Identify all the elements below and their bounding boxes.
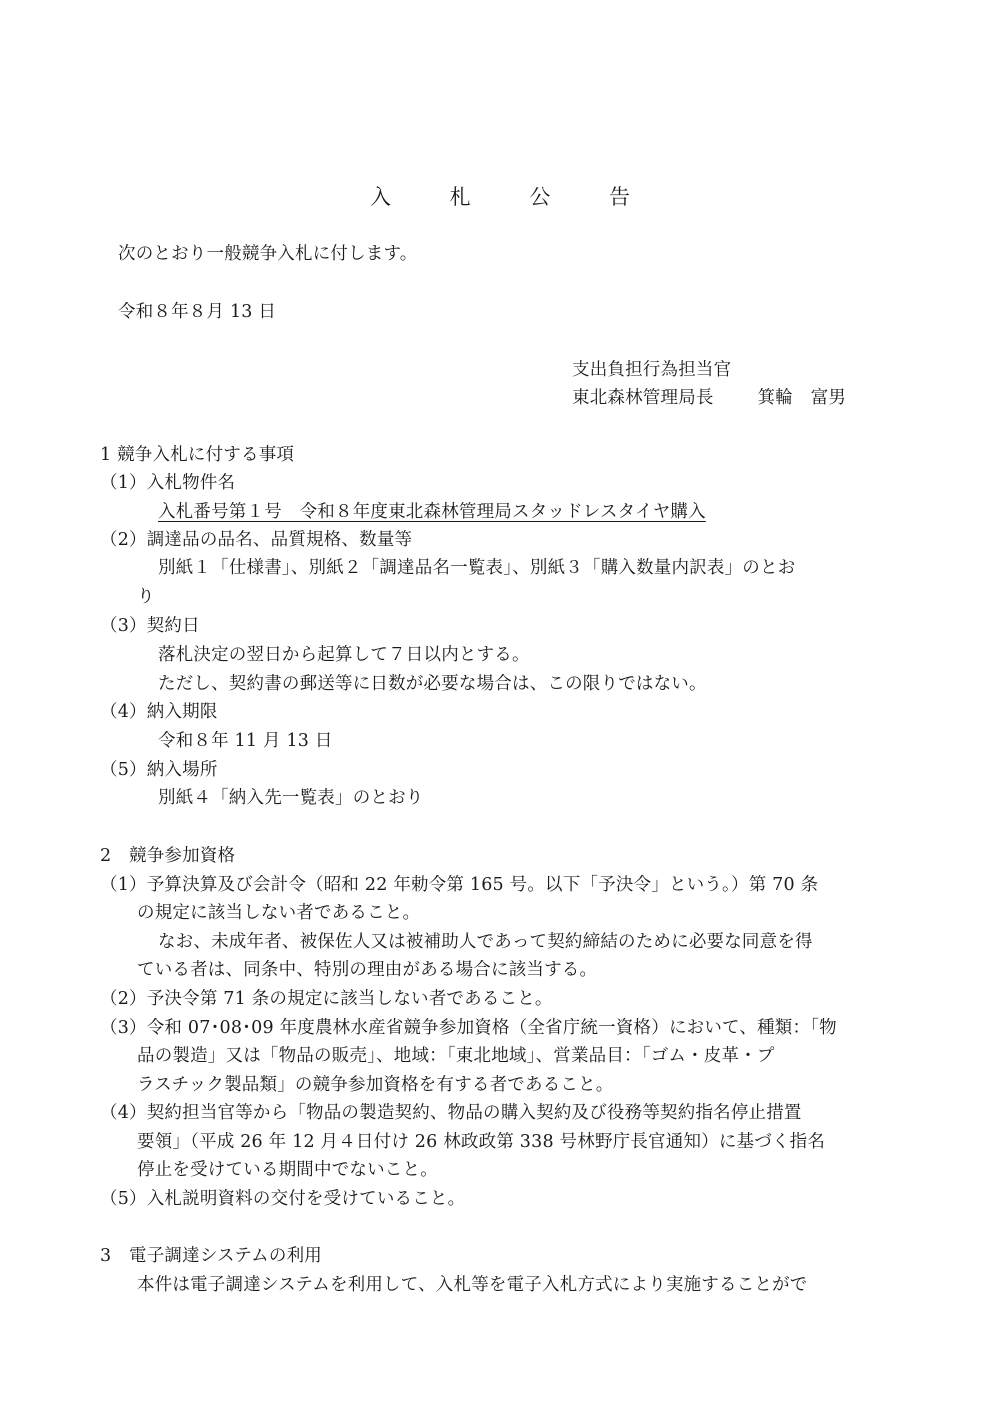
- item-1-3-line: ただし、契約書の郵送等に日数が必要な場合は、この限りではない。: [158, 674, 707, 694]
- item-2-1-line: の規定に該当しない者であること。: [137, 903, 421, 923]
- item-1-3-line: 落札決定の翌日から起算して７日以内とする。: [158, 645, 530, 665]
- officer-line: [572, 386, 846, 410]
- item-1-1-label: （1）入札物件名: [100, 473, 236, 493]
- notice-date: 令和８年８月 13 日: [118, 302, 277, 322]
- item-2-3-line: 品の製造」又は「物品の販売」、地域：「東北地域」、営業品目：「ゴム・皮革・プ: [137, 1046, 775, 1066]
- item-2-4-line: （4）契約担当官等から「物品の製造契約、物品の購入契約及び役務等契約指名停止措置: [100, 1103, 802, 1123]
- item-1-5-label: （5）納入場所: [100, 760, 218, 780]
- item-2-3-line: （3）令和 07･08･09 年度農林水産省競争参加資格（全省庁統一資格）において、種類：「物: [100, 1018, 837, 1038]
- item-2-2-line: （2）予決令第 71 条の規定に該当しない者であること。: [100, 989, 553, 1009]
- item-2-1-line: なお、未成年者、被保佐人又は被補助人であって契約締結のために必要な同意を得: [158, 932, 813, 952]
- item-2-3-line: ラスチック製品類」の競争参加資格を有する者であること。: [137, 1075, 614, 1095]
- item-2-5-line: （5）入札説明資料の交付を受けていること。: [100, 1189, 466, 1209]
- officer-office: 東北森林管理局長: [572, 388, 714, 408]
- section-2-heading: 2 競争参加資格: [100, 846, 236, 866]
- item-1-1-text: 入札番号第１号 令和８年度東北森林管理局スタッドレスタイヤ購入: [158, 502, 706, 522]
- intro-text: 次のとおり一般競争入札に付します。: [118, 244, 418, 264]
- item-2-1-line: ている者は、同条中、特別の理由がある場合に該当する。: [137, 960, 598, 980]
- item-1-2-label: （2）調達品の品名、品質規格、数量等: [100, 530, 413, 550]
- officer-name: 箕輪 富男: [757, 388, 847, 408]
- item-1-5-text: 別紙４「納入先一覧表」のとおり: [158, 788, 424, 808]
- item-1-2-line: り: [137, 587, 155, 607]
- item-1-2-line: 別紙１「仕様書」、別紙２「調達品名一覧表」、別紙３「購入数量内訳表」のとお: [158, 558, 796, 578]
- officer-role: 支出負担行為担当官: [572, 360, 732, 380]
- section-1-heading: 1 競争入札に付する事項: [100, 445, 295, 465]
- section-3-heading: 3 電子調達システムの利用: [100, 1246, 322, 1266]
- item-2-1-line: （1）予算決算及び会計令（昭和 22 年勅令第 165 号。以下「予決令」という。）第 70 条: [100, 875, 819, 895]
- item-2-4-line: 要領」（平成 26 年 12 月４日付け 26 林政政第 338 号林野庁長官通知）に基づく指名: [137, 1132, 826, 1152]
- item-2-4-line: 停止を受けている期間中でないこと。: [137, 1160, 438, 1180]
- item-1-3-label: （3）契約日: [100, 616, 200, 636]
- document-title: 入 札 公 告: [369, 185, 657, 209]
- item-1-4-label: （4）納入期限: [100, 702, 218, 722]
- item-1-4-text: 令和８年 11 月 13 日: [158, 731, 333, 751]
- section-3-line: 本件は電子調達システムを利用して、入札等を電子入札方式により実施することがで: [137, 1275, 808, 1295]
